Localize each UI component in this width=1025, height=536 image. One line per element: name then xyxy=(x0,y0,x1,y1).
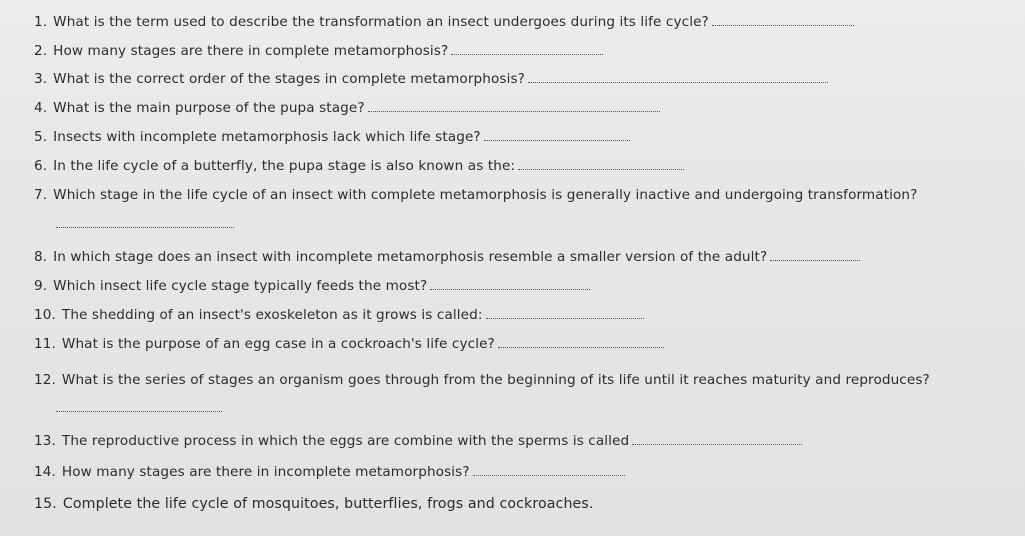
question-number: 6. xyxy=(34,158,48,174)
question-9 xyxy=(34,277,590,295)
question-number: 8. xyxy=(34,249,48,265)
answer-blank-8[interactable] xyxy=(770,248,860,261)
question-7 xyxy=(34,186,917,204)
question-6 xyxy=(34,157,684,175)
question-text: What is the correct order of the stages in complete metamorphosis? xyxy=(53,71,525,87)
question-10 xyxy=(34,306,644,324)
question-text: In the life cycle of a butterfly, the pupa stage is also known as the: xyxy=(53,158,516,174)
question-text: The reproductive process in which the eggs are combine with the sperms is called xyxy=(61,433,630,449)
question-1 xyxy=(34,13,854,31)
question-number: 14. xyxy=(34,464,56,480)
question-text: Which insect life cycle stage typically feeds the most? xyxy=(53,278,428,294)
answer-blank-5[interactable] xyxy=(484,128,630,141)
question-text: How many stages are there in complete metamorphosis? xyxy=(53,43,449,59)
answer-blank-10[interactable] xyxy=(486,306,644,319)
question-15 xyxy=(34,495,593,513)
question-text: Which stage in the life cycle of an insect with complete metamorphosis is generally inactive and undergoing transformation? xyxy=(53,187,918,203)
question-number: 12. xyxy=(34,372,56,388)
answer-blank-2[interactable] xyxy=(451,42,603,55)
answer-blank-9[interactable] xyxy=(430,277,590,290)
question-11 xyxy=(34,335,664,353)
question-text: What is the term used to describe the transformation an insect undergoes during its life cycle? xyxy=(53,14,709,30)
question-2 xyxy=(34,42,603,60)
answer-blank-3[interactable] xyxy=(528,70,828,83)
answer-blank-4[interactable] xyxy=(368,99,660,112)
question-number: 3. xyxy=(34,71,48,87)
question-number: 4. xyxy=(34,100,48,116)
question-number: 10. xyxy=(34,307,56,323)
question-text: What is the series of stages an organism goes through from the beginning of its life until it reaches maturity and reproduces? xyxy=(61,372,930,388)
question-number: 9. xyxy=(34,278,48,294)
question-5 xyxy=(34,128,630,146)
question-text: Complete the life cycle of mosquitoes, butterflies, frogs and cockroaches. xyxy=(62,496,594,512)
answer-blank-6[interactable] xyxy=(518,157,684,170)
answer-blank-11[interactable] xyxy=(498,335,664,348)
question-number: 11. xyxy=(34,336,56,352)
question-4 xyxy=(34,99,660,117)
question-13 xyxy=(34,432,802,450)
question-text: How many stages are there in incomplete metamorphosis? xyxy=(61,464,470,480)
question-text: In which stage does an insect with incomplete metamorphosis resemble a smaller version of the adult? xyxy=(53,249,768,265)
question-number: 1. xyxy=(34,14,48,30)
answer-blank-12[interactable] xyxy=(56,410,222,412)
question-text: What is the main purpose of the pupa stage? xyxy=(53,100,365,116)
question-number: 5. xyxy=(34,129,48,145)
question-3 xyxy=(34,70,828,88)
question-number: 13. xyxy=(34,433,56,449)
question-text: What is the purpose of an egg case in a cockroach's life cycle? xyxy=(61,336,495,352)
question-number: 7. xyxy=(34,187,48,203)
question-number: 15. xyxy=(34,496,57,512)
question-text: Insects with incomplete metamorphosis lack which life stage? xyxy=(53,129,481,145)
question-number: 2. xyxy=(34,43,48,59)
question-text: The shedding of an insect's exoskeleton as it grows is called: xyxy=(61,307,483,323)
question-12 xyxy=(34,371,930,389)
answer-blank-13[interactable] xyxy=(632,432,802,445)
answer-blank-7[interactable] xyxy=(56,226,234,228)
answer-blank-1[interactable] xyxy=(712,13,854,26)
question-8 xyxy=(34,248,860,266)
answer-blank-14[interactable] xyxy=(473,463,625,476)
question-14 xyxy=(34,463,625,481)
